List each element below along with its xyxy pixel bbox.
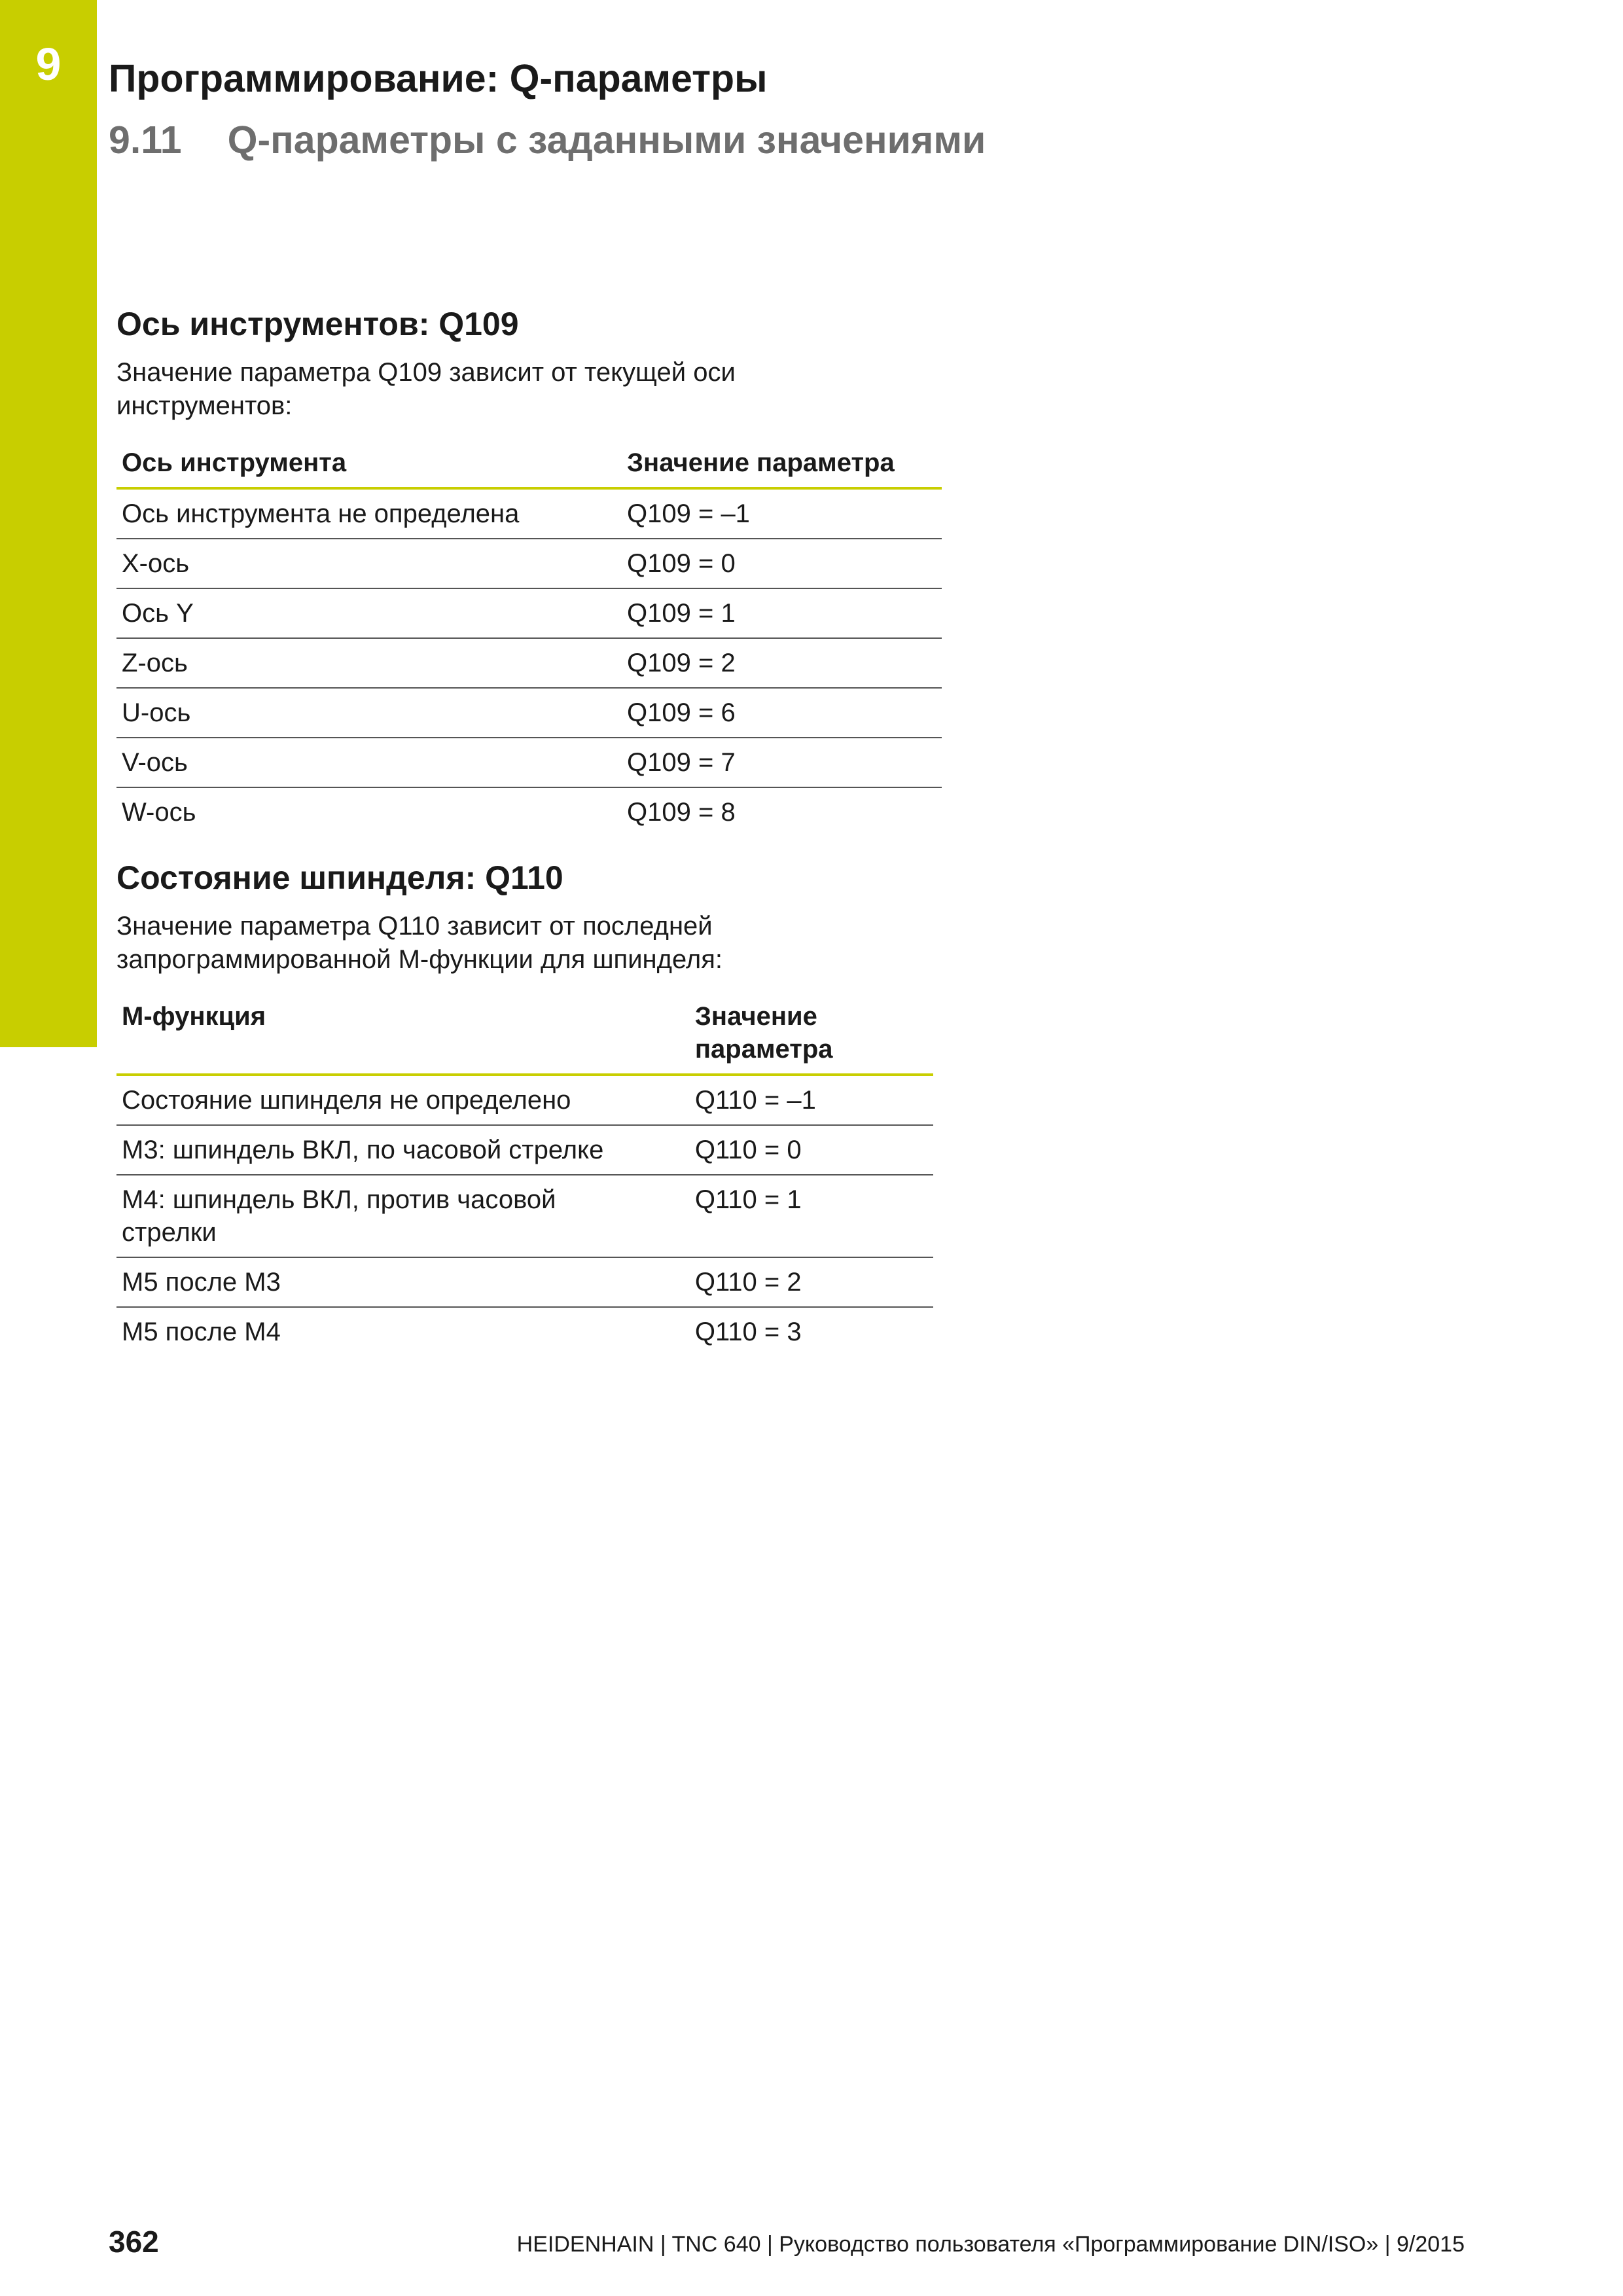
spindle-state-description: Значение параметра Q110 зависит от последней запрограммированной M-функции для шпинделя: bbox=[116, 912, 722, 974]
table-cell: Q109 = 0 bbox=[622, 539, 942, 588]
spindle-state-title: Состояние шпинделя: Q110 bbox=[116, 859, 563, 896]
section-heading bbox=[109, 118, 986, 162]
table-cell: V-ось bbox=[116, 738, 622, 787]
table-cell: X-ось bbox=[116, 539, 622, 588]
table-header-row bbox=[116, 994, 933, 1075]
table-cell: Состояние шпинделя не определено bbox=[122, 1086, 571, 1115]
table-cell: Z-ось bbox=[116, 638, 622, 688]
table-cell: Q109 = 1 bbox=[622, 588, 942, 638]
tool-axis-section bbox=[116, 305, 942, 836]
table-row bbox=[116, 1307, 933, 1356]
table-cell: U-ось bbox=[116, 688, 622, 738]
table-cell: Q110 = 0 bbox=[690, 1125, 933, 1175]
table-cell: Ось инструмента не определена bbox=[122, 499, 520, 528]
table-row bbox=[116, 738, 942, 787]
table-row bbox=[116, 787, 942, 836]
section-number: 9.11 bbox=[109, 118, 182, 162]
spindle-state-section bbox=[116, 859, 933, 1356]
table-row bbox=[116, 1175, 933, 1257]
page-number: 362 bbox=[109, 2225, 159, 2259]
table-row bbox=[116, 539, 942, 588]
table-cell: Ось Y bbox=[116, 588, 622, 638]
table-cell: Q109 = 6 bbox=[622, 688, 942, 738]
tool-axis-description: Значение параметра Q109 зависит от текущей оси инструментов: bbox=[116, 358, 736, 420]
column-header: Значение параметра bbox=[622, 440, 942, 488]
table-cell: Q110 = 3 bbox=[690, 1307, 933, 1356]
spindle-state-table bbox=[116, 994, 933, 1356]
table-cell: Q109 = –1 bbox=[627, 499, 750, 528]
table-cell: M5 после M3 bbox=[116, 1257, 690, 1307]
table-cell: Q109 = 8 bbox=[622, 787, 942, 836]
column-header: Ось инструмента bbox=[116, 440, 622, 488]
section-title: Q-параметры с заданными значениями bbox=[227, 118, 986, 162]
chapter-title: Программирование: Q-параметры bbox=[109, 57, 768, 100]
table-cell: W-ось bbox=[116, 787, 622, 836]
table-cell: M5 после M4 bbox=[116, 1307, 690, 1356]
table-row bbox=[116, 1257, 933, 1307]
column-header: M-функция bbox=[116, 994, 690, 1075]
chapter-number: 9 bbox=[35, 39, 62, 90]
table-cell: Q110 = 1 bbox=[690, 1175, 933, 1257]
table-row bbox=[116, 588, 942, 638]
table-cell: Q110 = 2 bbox=[690, 1257, 933, 1307]
table-cell: Q110 = –1 bbox=[694, 1086, 816, 1115]
column-header: Значение параметра bbox=[690, 994, 933, 1075]
table-cell: M4: шпиндель ВКЛ, против часовой стрелки bbox=[116, 1175, 690, 1257]
table-cell: Q109 = 7 bbox=[622, 738, 942, 787]
table-row bbox=[116, 638, 942, 688]
table-cell: M3: шпиндель ВКЛ, по часовой стрелке bbox=[116, 1125, 690, 1175]
tool-axis-title: Ось инструментов: Q109 bbox=[116, 306, 519, 342]
tool-axis-table bbox=[116, 440, 942, 836]
table-row bbox=[116, 1125, 933, 1175]
table-cell: Q109 = 2 bbox=[622, 638, 942, 688]
footer-text: HEIDENHAIN | TNC 640 | Руководство пользователя «Программирование DIN/ISO» | 9/2015 bbox=[516, 2232, 1465, 2257]
chapter-tab bbox=[0, 0, 97, 1047]
table-header-row bbox=[116, 440, 942, 488]
table-row bbox=[116, 1075, 933, 1125]
table-row bbox=[116, 688, 942, 738]
table-row bbox=[116, 488, 942, 539]
